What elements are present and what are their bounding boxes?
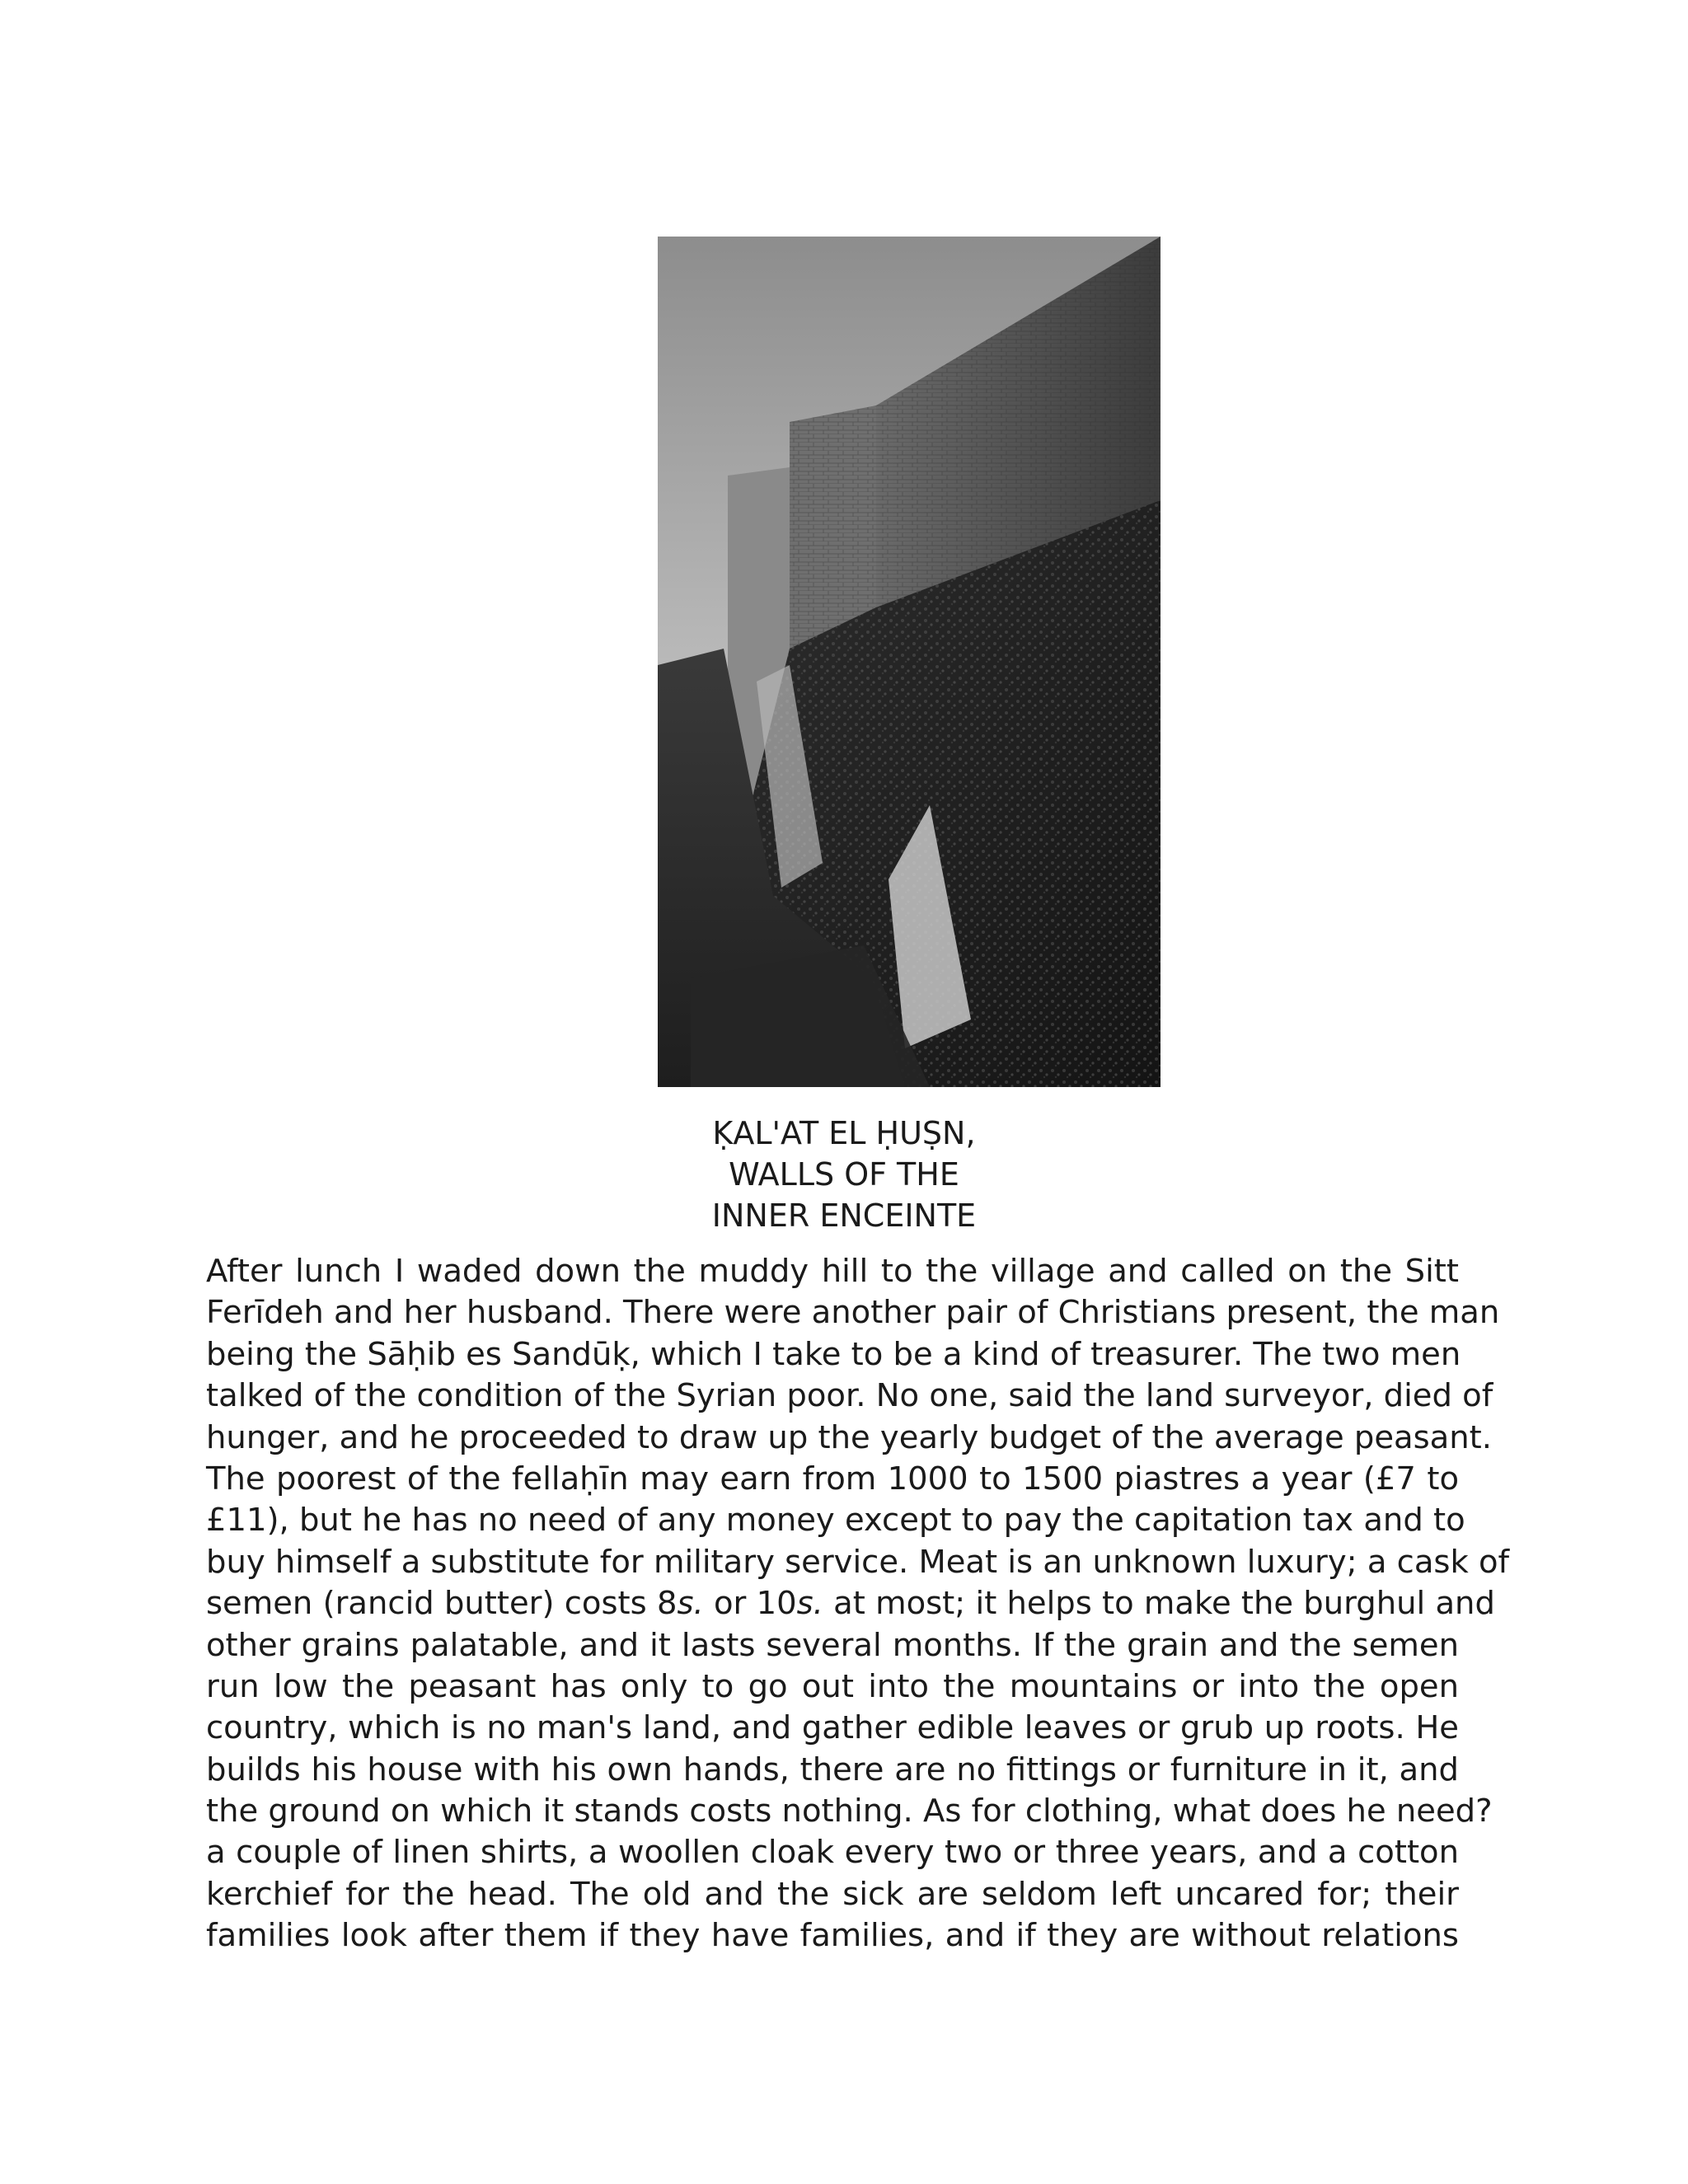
text-line: Ferīdeh and her husband. There were another pair of Christians present, the man bbox=[206, 1294, 1500, 1332]
caption-line: ḲAL'AT EL ḤUṢN, bbox=[712, 1115, 976, 1151]
text-line: being the Sāḥib es Sandūḳ, which I take to be a kind of treasurer. The two men bbox=[206, 1335, 1461, 1373]
text-line: families look after them if they have families, and if they are without relations bbox=[206, 1917, 1459, 1955]
caption-line: INNER ENCEINTE bbox=[711, 1197, 977, 1234]
text-line: £11), but he has no need of any money except to pay the capitation tax and to bbox=[206, 1502, 1465, 1540]
text-line: semen (rancid butter) costs 8s. or 10s. at most; it helps to make the burghul and bbox=[206, 1585, 1495, 1623]
text-line: other grains palatable, and it lasts several months. If the grain and the semen bbox=[206, 1626, 1459, 1664]
body-paragraph bbox=[206, 1251, 1510, 1957]
photo-illustration bbox=[658, 237, 1160, 1087]
text-line: builds his house with his own hands, there are no fittings or furniture in it, and bbox=[206, 1750, 1459, 1788]
text-line: After lunch I waded down the muddy hill to the village and called on the Sitt bbox=[206, 1253, 1459, 1290]
text-line: hunger, and he proceeded to draw up the yearly budget of the average peasant. bbox=[206, 1418, 1492, 1456]
text-line: the ground on which it stands costs nothing. As for clothing, what does he need? bbox=[206, 1793, 1493, 1830]
text-line: run low the peasant has only to go out into the mountains or into the open bbox=[206, 1667, 1459, 1705]
text-line: kerchief for the head. The old and the sick are seldom left uncared for; their bbox=[206, 1875, 1459, 1913]
castle-walls-photograph bbox=[658, 237, 1160, 1087]
text-line: country, which is no man's land, and gather edible leaves or grub up roots. He bbox=[206, 1709, 1459, 1747]
text-line: buy himself a substitute for military service. Meat is an unknown luxury; a cask of bbox=[206, 1543, 1510, 1581]
text-line: a couple of linen shirts, a woollen cloak every two or three years, and a cotton bbox=[206, 1834, 1459, 1872]
figure-caption bbox=[0, 1113, 1688, 1236]
text-line: The poorest of the fellaḥīn may earn from 1000 to 1500 piastres a year (£7 to bbox=[206, 1460, 1459, 1497]
caption-line: WALLS OF THE bbox=[729, 1156, 959, 1193]
text-line: talked of the condition of the Syrian poor. No one, said the land surveyor, died of bbox=[206, 1377, 1493, 1415]
